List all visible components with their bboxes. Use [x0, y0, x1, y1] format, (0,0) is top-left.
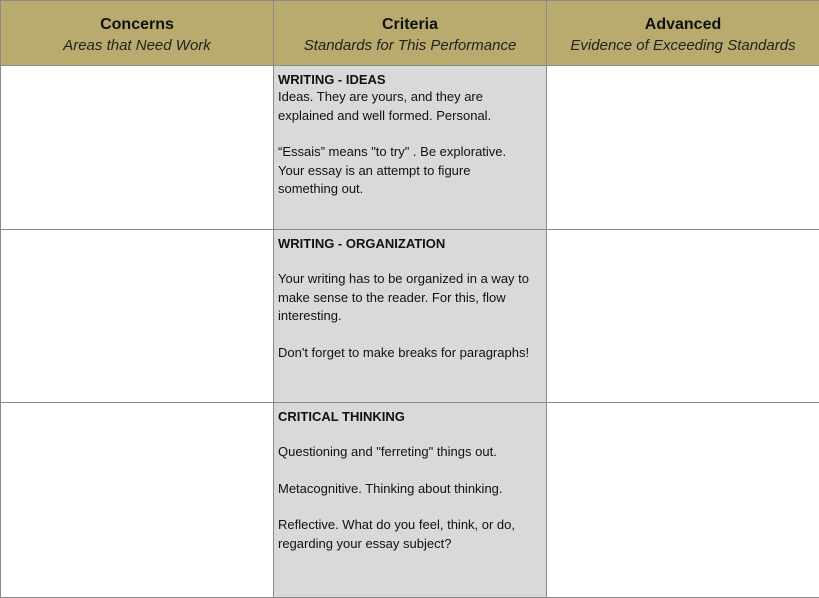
advanced-title: Advanced: [547, 15, 819, 35]
criteria-cell: [274, 66, 547, 230]
criteria-paragraph: Metacognitive. Thinking about thinking.: [278, 480, 542, 499]
criteria-header: [274, 1, 547, 66]
criteria-paragraph: Ideas. They are yours, and they are explained and well formed. Personal.: [278, 88, 542, 125]
criteria-paragraph: Questioning and "ferreting" things out.: [278, 443, 542, 462]
concerns-cell[interactable]: [1, 66, 274, 230]
table-row: [1, 403, 819, 598]
advanced-cell[interactable]: [547, 66, 819, 230]
criteria-subtitle: Standards for This Performance: [274, 35, 546, 57]
criteria-paragraph: Your writing has to be organized in a way to make sense to the reader. For this, flow interesting.: [278, 270, 542, 326]
advanced-cell[interactable]: [547, 230, 819, 403]
header-row: [1, 1, 819, 66]
criteria-paragraph: Reflective. What do you feel, think, or do, regarding your essay subject?: [278, 516, 542, 553]
criteria-heading: CRITICAL THINKING: [278, 409, 542, 425]
criteria-title: Criteria: [274, 15, 546, 35]
table-row: [1, 66, 819, 230]
criteria-paragraph: “Essais” means "to try" . Be explorative. Your essay is an attempt to figure something out.: [278, 143, 542, 199]
advanced-subtitle: Evidence of Exceeding Standards: [547, 35, 819, 57]
criteria-heading: WRITING - IDEAS: [278, 72, 542, 88]
concerns-title: Concerns: [1, 15, 273, 35]
criteria-cell: [274, 230, 547, 403]
criteria-paragraph: Don't forget to make breaks for paragraphs!: [278, 344, 542, 363]
table-row: [1, 230, 819, 403]
concerns-header: [1, 1, 274, 66]
advanced-header: [547, 1, 819, 66]
concerns-cell[interactable]: [1, 403, 274, 598]
concerns-cell[interactable]: [1, 230, 274, 403]
concerns-subtitle: Areas that Need Work: [1, 35, 273, 57]
advanced-cell[interactable]: [547, 403, 819, 598]
criteria-cell: [274, 403, 547, 598]
criteria-heading: WRITING - ORGANIZATION: [278, 236, 542, 252]
